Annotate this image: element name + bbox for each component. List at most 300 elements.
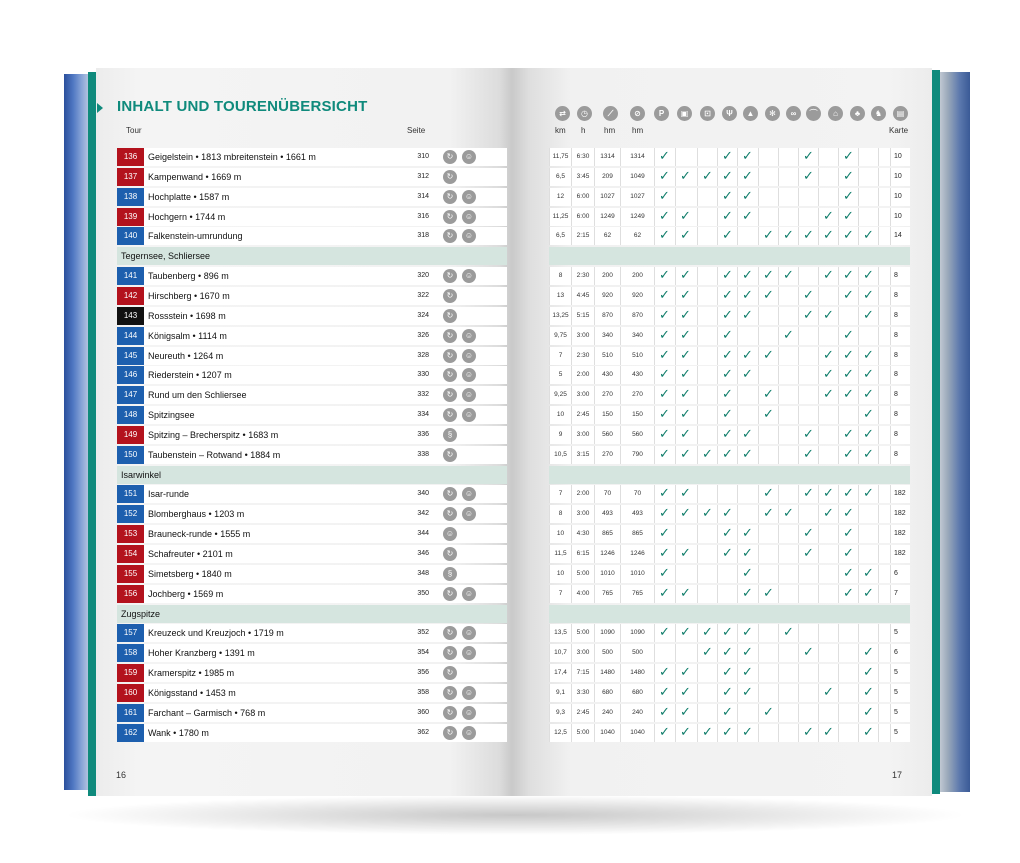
spin-icon: ↻ — [443, 388, 457, 402]
empty-cell — [697, 148, 717, 166]
empty-cell — [717, 585, 737, 603]
tour-number-badge: 142 — [117, 287, 144, 305]
table-row — [117, 426, 910, 444]
tour-hm-total: 500 — [620, 644, 654, 662]
bear-icon: ☺ — [462, 706, 476, 720]
check-icon: ✓ — [717, 406, 737, 424]
tour-karte: 7 — [890, 585, 910, 603]
spin-icon: ↻ — [443, 587, 457, 601]
table-row — [117, 267, 910, 285]
tour-karte: 5 — [890, 684, 910, 702]
spin-icon: ↻ — [443, 368, 457, 382]
walk-icon: § — [443, 428, 457, 442]
check-icon: ✓ — [654, 585, 674, 603]
tour-page: 342 — [417, 510, 429, 517]
empty-cell — [758, 307, 778, 325]
empty-cell — [737, 227, 757, 245]
check-icon: ✓ — [798, 426, 818, 444]
check-icon: ✓ — [858, 406, 878, 424]
empty-cell — [737, 406, 757, 424]
check-icon: ✓ — [654, 664, 674, 682]
tour-hm: 500 — [594, 644, 620, 662]
check-icon: ✓ — [798, 485, 818, 503]
tour-hours: 6:15 — [571, 545, 594, 563]
tour-number-badge: 157 — [117, 624, 144, 642]
check-icon: ✓ — [858, 287, 878, 305]
empty-cell — [778, 704, 798, 722]
spin-icon: ↻ — [443, 190, 457, 204]
tour-hm: 1010 — [594, 565, 620, 583]
check-icon: ✓ — [675, 485, 695, 503]
tour-hm-total: 270 — [620, 386, 654, 404]
region-header — [117, 247, 910, 265]
check-icon: ✓ — [838, 545, 858, 563]
tour-hm: 560 — [594, 426, 620, 444]
check-icon: ✓ — [838, 267, 858, 285]
empty-cell — [697, 188, 717, 206]
check-icon: ✓ — [838, 426, 858, 444]
empty-cell — [675, 148, 695, 166]
tour-page: 354 — [417, 649, 429, 656]
tour-km: 9 — [549, 426, 571, 444]
tour-hours: 5:00 — [571, 624, 594, 642]
check-icon: ✓ — [675, 287, 695, 305]
empty-cell — [675, 188, 695, 206]
teal-spine-left — [88, 72, 96, 796]
tour-hm-total: 1090 — [620, 624, 654, 642]
check-icon: ✓ — [697, 446, 717, 464]
tour-number-badge: 144 — [117, 327, 144, 345]
check-icon: ✓ — [818, 386, 838, 404]
bear-icon: ☺ — [462, 329, 476, 343]
tour-name: Brauneck-runde • 1555 m — [148, 529, 251, 539]
empty-cell — [697, 386, 717, 404]
bear-icon: ☺ — [462, 229, 476, 243]
hiker-icon: ♞ — [871, 106, 886, 121]
tour-page: 362 — [417, 729, 429, 736]
tour-hm: 62 — [594, 227, 620, 245]
tour-karte: 8 — [890, 327, 910, 345]
tour-hm-total: 1027 — [620, 188, 654, 206]
tour-name: Rossstein • 1698 m — [148, 311, 226, 321]
spin-icon: ↻ — [443, 448, 457, 462]
empty-cell — [838, 724, 858, 742]
empty-cell — [758, 525, 778, 543]
tree-icon: ♣ — [850, 106, 865, 121]
check-icon: ✓ — [675, 446, 695, 464]
tour-karte: 8 — [890, 366, 910, 384]
check-icon: ✓ — [717, 704, 737, 722]
book-shadow — [60, 795, 970, 835]
empty-cell — [818, 188, 838, 206]
empty-cell — [798, 664, 818, 682]
tour-number-badge: 136 — [117, 148, 144, 166]
tour-hours: 2:00 — [571, 485, 594, 503]
bear-icon: ☺ — [443, 527, 457, 541]
tour-karte: 8 — [890, 307, 910, 325]
table-row — [117, 724, 910, 742]
check-icon: ✓ — [717, 426, 737, 444]
empty-cell — [697, 485, 717, 503]
empty-cell — [778, 545, 798, 563]
tour-karte: 5 — [890, 624, 910, 642]
walk-icon: § — [443, 567, 457, 581]
tour-hm-total: 430 — [620, 366, 654, 384]
tour-number-badge: 150 — [117, 446, 144, 464]
check-icon: ✓ — [758, 585, 778, 603]
tour-hm-total: 340 — [620, 327, 654, 345]
check-icon: ✓ — [778, 227, 798, 245]
tour-name: Spitzingsee — [148, 410, 195, 420]
tour-name: Schafreuter • 2101 m — [148, 549, 233, 559]
tour-name: Hirschberg • 1670 m — [148, 291, 230, 301]
tour-km: 9,25 — [549, 386, 571, 404]
tour-name: Königsalm • 1114 m — [148, 331, 227, 341]
empty-cell — [758, 565, 778, 583]
header-karte: Karte — [889, 126, 909, 135]
table-row — [117, 684, 910, 702]
tour-name: Blomberghaus • 1203 m — [148, 509, 245, 519]
empty-cell — [818, 426, 838, 444]
check-icon: ✓ — [838, 585, 858, 603]
check-icon: ✓ — [675, 545, 695, 563]
check-icon: ✓ — [717, 624, 737, 642]
check-icon: ✓ — [838, 366, 858, 384]
check-icon: ✓ — [818, 267, 838, 285]
check-icon: ✓ — [838, 505, 858, 523]
tour-hm-total: 1010 — [620, 565, 654, 583]
empty-cell — [697, 267, 717, 285]
tour-number-badge: 143 — [117, 307, 144, 325]
empty-cell — [758, 664, 778, 682]
tour-hm: 1040 — [594, 724, 620, 742]
tour-karte: 5 — [890, 704, 910, 722]
check-icon: ✓ — [717, 168, 737, 186]
check-icon: ✓ — [798, 227, 818, 245]
tour-hm-total: 920 — [620, 287, 654, 305]
empty-cell — [858, 188, 878, 206]
empty-cell — [798, 624, 818, 642]
empty-cell — [697, 208, 717, 226]
tour-number-badge: 138 — [117, 188, 144, 206]
empty-cell — [838, 664, 858, 682]
table-row — [117, 485, 910, 503]
tour-km: 6,5 — [549, 168, 571, 186]
tour-karte: 8 — [890, 426, 910, 444]
table-row — [117, 446, 910, 464]
tour-hours: 5:00 — [571, 565, 594, 583]
check-icon: ✓ — [654, 724, 674, 742]
empty-cell — [798, 347, 818, 365]
check-icon: ✓ — [838, 327, 858, 345]
tour-name: Taubenstein – Rotwand • 1884 m — [148, 450, 281, 460]
page-title: INHALT UND TOURENÜBERSICHT — [117, 98, 368, 115]
tour-hours: 3:30 — [571, 684, 594, 702]
tour-number-badge: 148 — [117, 406, 144, 424]
empty-cell — [818, 565, 838, 583]
empty-cell — [697, 227, 717, 245]
check-icon: ✓ — [654, 426, 674, 444]
check-icon: ✓ — [675, 624, 695, 642]
check-icon: ✓ — [818, 227, 838, 245]
tour-hm: 200 — [594, 267, 620, 285]
check-icon: ✓ — [737, 208, 757, 226]
check-icon: ✓ — [654, 684, 674, 702]
check-icon: ✓ — [717, 446, 737, 464]
empty-cell — [697, 366, 717, 384]
check-icon: ✓ — [758, 347, 778, 365]
check-icon: ✓ — [798, 148, 818, 166]
tour-km: 17,4 — [549, 664, 571, 682]
empty-cell — [818, 624, 838, 642]
tour-hm: 1246 — [594, 545, 620, 563]
spin-icon: ↻ — [443, 547, 457, 561]
tour-hm-total: 70 — [620, 485, 654, 503]
check-icon: ✓ — [778, 624, 798, 642]
table-row — [117, 208, 910, 226]
tour-name: Spitzing – Brecherspitz • 1683 m — [148, 430, 279, 440]
check-icon: ✓ — [654, 704, 674, 722]
check-icon: ✓ — [758, 505, 778, 523]
header-tour: Tour — [126, 126, 142, 135]
region-title: Tegernsee, Schliersee — [121, 251, 211, 261]
check-icon: ✓ — [737, 366, 757, 384]
empty-cell — [758, 426, 778, 444]
check-icon: ✓ — [717, 267, 737, 285]
tour-hours: 6:30 — [571, 148, 594, 166]
title-arrow-icon — [97, 103, 103, 113]
check-icon: ✓ — [737, 545, 757, 563]
empty-cell — [818, 585, 838, 603]
check-icon: ✓ — [818, 347, 838, 365]
check-icon: ✓ — [858, 485, 878, 503]
check-icon: ✓ — [654, 505, 674, 523]
tour-name: Kreuzeck und Kreuzjoch • 1719 m — [148, 628, 284, 638]
tour-km: 13,25 — [549, 307, 571, 325]
check-icon: ✓ — [717, 287, 737, 305]
check-icon: ✓ — [675, 227, 695, 245]
tour-karte: 10 — [890, 208, 910, 226]
tour-hours: 2:30 — [571, 347, 594, 365]
empty-cell — [798, 684, 818, 702]
tour-karte: 10 — [890, 168, 910, 186]
empty-cell — [697, 287, 717, 305]
check-icon: ✓ — [675, 664, 695, 682]
check-icon: ✓ — [737, 188, 757, 206]
check-icon: ✓ — [798, 525, 818, 543]
empty-cell — [758, 446, 778, 464]
tour-hm: 430 — [594, 366, 620, 384]
table-row — [117, 505, 910, 523]
tour-name: Hochplatte • 1587 m — [148, 192, 230, 202]
tour-name: Kramerspitz • 1985 m — [148, 668, 235, 678]
check-icon: ✓ — [858, 426, 878, 444]
check-icon: ✓ — [737, 644, 757, 662]
tour-karte: 14 — [890, 227, 910, 245]
empty-cell — [758, 168, 778, 186]
empty-cell — [697, 704, 717, 722]
header-km: km — [555, 126, 566, 135]
teal-spine-right — [932, 70, 940, 794]
empty-cell — [838, 684, 858, 702]
header-seite: Seite — [407, 126, 426, 135]
check-icon: ✓ — [717, 664, 737, 682]
check-icon: ✓ — [838, 208, 858, 226]
check-icon: ✓ — [654, 406, 674, 424]
tour-hm-total: 1040 — [620, 724, 654, 742]
check-icon: ✓ — [717, 545, 737, 563]
empty-cell — [697, 406, 717, 424]
check-icon: ✓ — [737, 426, 757, 444]
empty-cell — [838, 307, 858, 325]
check-icon: ✓ — [798, 545, 818, 563]
tour-hours: 4:30 — [571, 525, 594, 543]
tour-name: Taubenberg • 896 m — [148, 271, 229, 281]
check-icon: ✓ — [798, 644, 818, 662]
check-icon: ✓ — [717, 386, 737, 404]
tour-page: 338 — [417, 451, 429, 458]
tour-km: 8 — [549, 505, 571, 523]
tour-number-badge: 160 — [117, 684, 144, 702]
tour-name: Rund um den Schliersee — [148, 390, 247, 400]
tour-hm-total: 510 — [620, 347, 654, 365]
check-icon: ✓ — [717, 208, 737, 226]
spin-icon: ↻ — [443, 666, 457, 680]
check-icon: ✓ — [675, 684, 695, 702]
tour-name: Riederstein • 1207 m — [148, 370, 232, 380]
bear-icon: ☺ — [462, 150, 476, 164]
hut-icon: ▲ — [743, 106, 758, 121]
check-icon: ✓ — [654, 624, 674, 642]
tour-hm: 270 — [594, 446, 620, 464]
page-edges-right — [936, 72, 970, 792]
check-icon: ✓ — [654, 267, 674, 285]
check-icon: ✓ — [838, 565, 858, 583]
page-number-left: 16 — [116, 770, 127, 780]
tour-page: 340 — [417, 490, 429, 497]
check-icon: ✓ — [858, 664, 878, 682]
tour-hours: 5:15 — [571, 307, 594, 325]
check-icon: ✓ — [818, 684, 838, 702]
check-icon: ✓ — [838, 227, 858, 245]
check-icon: ✓ — [838, 188, 858, 206]
empty-cell — [838, 704, 858, 722]
empty-cell — [778, 684, 798, 702]
empty-cell — [838, 644, 858, 662]
tour-page: 356 — [417, 669, 429, 676]
spin-icon: ↻ — [443, 170, 457, 184]
tour-karte: 8 — [890, 446, 910, 464]
empty-cell — [798, 565, 818, 583]
check-icon: ✓ — [717, 347, 737, 365]
tour-number-badge: 156 — [117, 585, 144, 603]
empty-cell — [697, 307, 717, 325]
tour-page: 326 — [417, 332, 429, 339]
table-row — [117, 366, 910, 384]
tour-number-badge: 141 — [117, 267, 144, 285]
tour-hours: 6:00 — [571, 188, 594, 206]
route-icon: ⇄ — [555, 106, 570, 121]
tour-hm: 510 — [594, 347, 620, 365]
tour-km: 9,75 — [549, 327, 571, 345]
tour-km: 12,5 — [549, 724, 571, 742]
check-icon: ✓ — [737, 525, 757, 543]
spin-icon: ↻ — [443, 408, 457, 422]
tour-hm: 1314 — [594, 148, 620, 166]
tour-hours: 4:00 — [571, 585, 594, 603]
tour-hours: 6:00 — [571, 208, 594, 226]
bear-icon: ☺ — [462, 626, 476, 640]
tour-name: Neureuth • 1264 m — [148, 351, 224, 361]
bear-icon: ☺ — [462, 686, 476, 700]
check-icon: ✓ — [737, 684, 757, 702]
check-icon: ✓ — [737, 446, 757, 464]
empty-cell — [778, 347, 798, 365]
tour-page: 352 — [417, 629, 429, 636]
region-title: Zugspitze — [121, 609, 161, 619]
empty-cell — [798, 188, 818, 206]
check-icon: ✓ — [798, 287, 818, 305]
table-row — [117, 525, 910, 543]
tour-hm-total: 493 — [620, 505, 654, 523]
check-icon: ✓ — [697, 644, 717, 662]
empty-cell — [778, 525, 798, 543]
tour-karte: 6 — [890, 644, 910, 662]
tour-hours: 7:15 — [571, 664, 594, 682]
header-hm-2: hm — [632, 126, 644, 135]
tour-name: Wank • 1780 m — [148, 728, 209, 738]
check-icon: ✓ — [838, 525, 858, 543]
empty-cell — [818, 168, 838, 186]
check-icon: ✓ — [758, 287, 778, 305]
clock-icon: ◷ — [577, 106, 592, 121]
check-icon: ✓ — [758, 267, 778, 285]
check-icon: ✓ — [737, 347, 757, 365]
check-icon: ✓ — [818, 307, 838, 325]
empty-cell — [858, 327, 878, 345]
check-icon: ✓ — [798, 446, 818, 464]
empty-cell — [697, 327, 717, 345]
tour-hours: 5:00 — [571, 724, 594, 742]
empty-cell — [758, 624, 778, 642]
empty-cell — [778, 664, 798, 682]
tour-karte: 182 — [890, 525, 910, 543]
check-icon: ✓ — [717, 644, 737, 662]
check-icon: ✓ — [838, 485, 858, 503]
check-icon: ✓ — [654, 307, 674, 325]
check-icon: ✓ — [717, 307, 737, 325]
tour-karte: 5 — [890, 724, 910, 742]
empty-cell — [798, 505, 818, 523]
check-icon: ✓ — [675, 168, 695, 186]
restaurant-icon: Ψ — [722, 106, 737, 121]
tour-number-badge: 158 — [117, 644, 144, 662]
tour-hours: 2:15 — [571, 227, 594, 245]
check-icon: ✓ — [838, 287, 858, 305]
empty-cell — [737, 485, 757, 503]
tour-hm: 70 — [594, 485, 620, 503]
check-icon: ✓ — [654, 168, 674, 186]
empty-cell — [798, 704, 818, 722]
tour-page: 344 — [417, 530, 429, 537]
bear-icon: ☺ — [462, 210, 476, 224]
check-icon: ✓ — [697, 505, 717, 523]
check-icon: ✓ — [838, 148, 858, 166]
tour-page: 314 — [417, 193, 429, 200]
tour-karte: 8 — [890, 267, 910, 285]
tour-hm: 240 — [594, 704, 620, 722]
check-icon: ✓ — [654, 148, 674, 166]
